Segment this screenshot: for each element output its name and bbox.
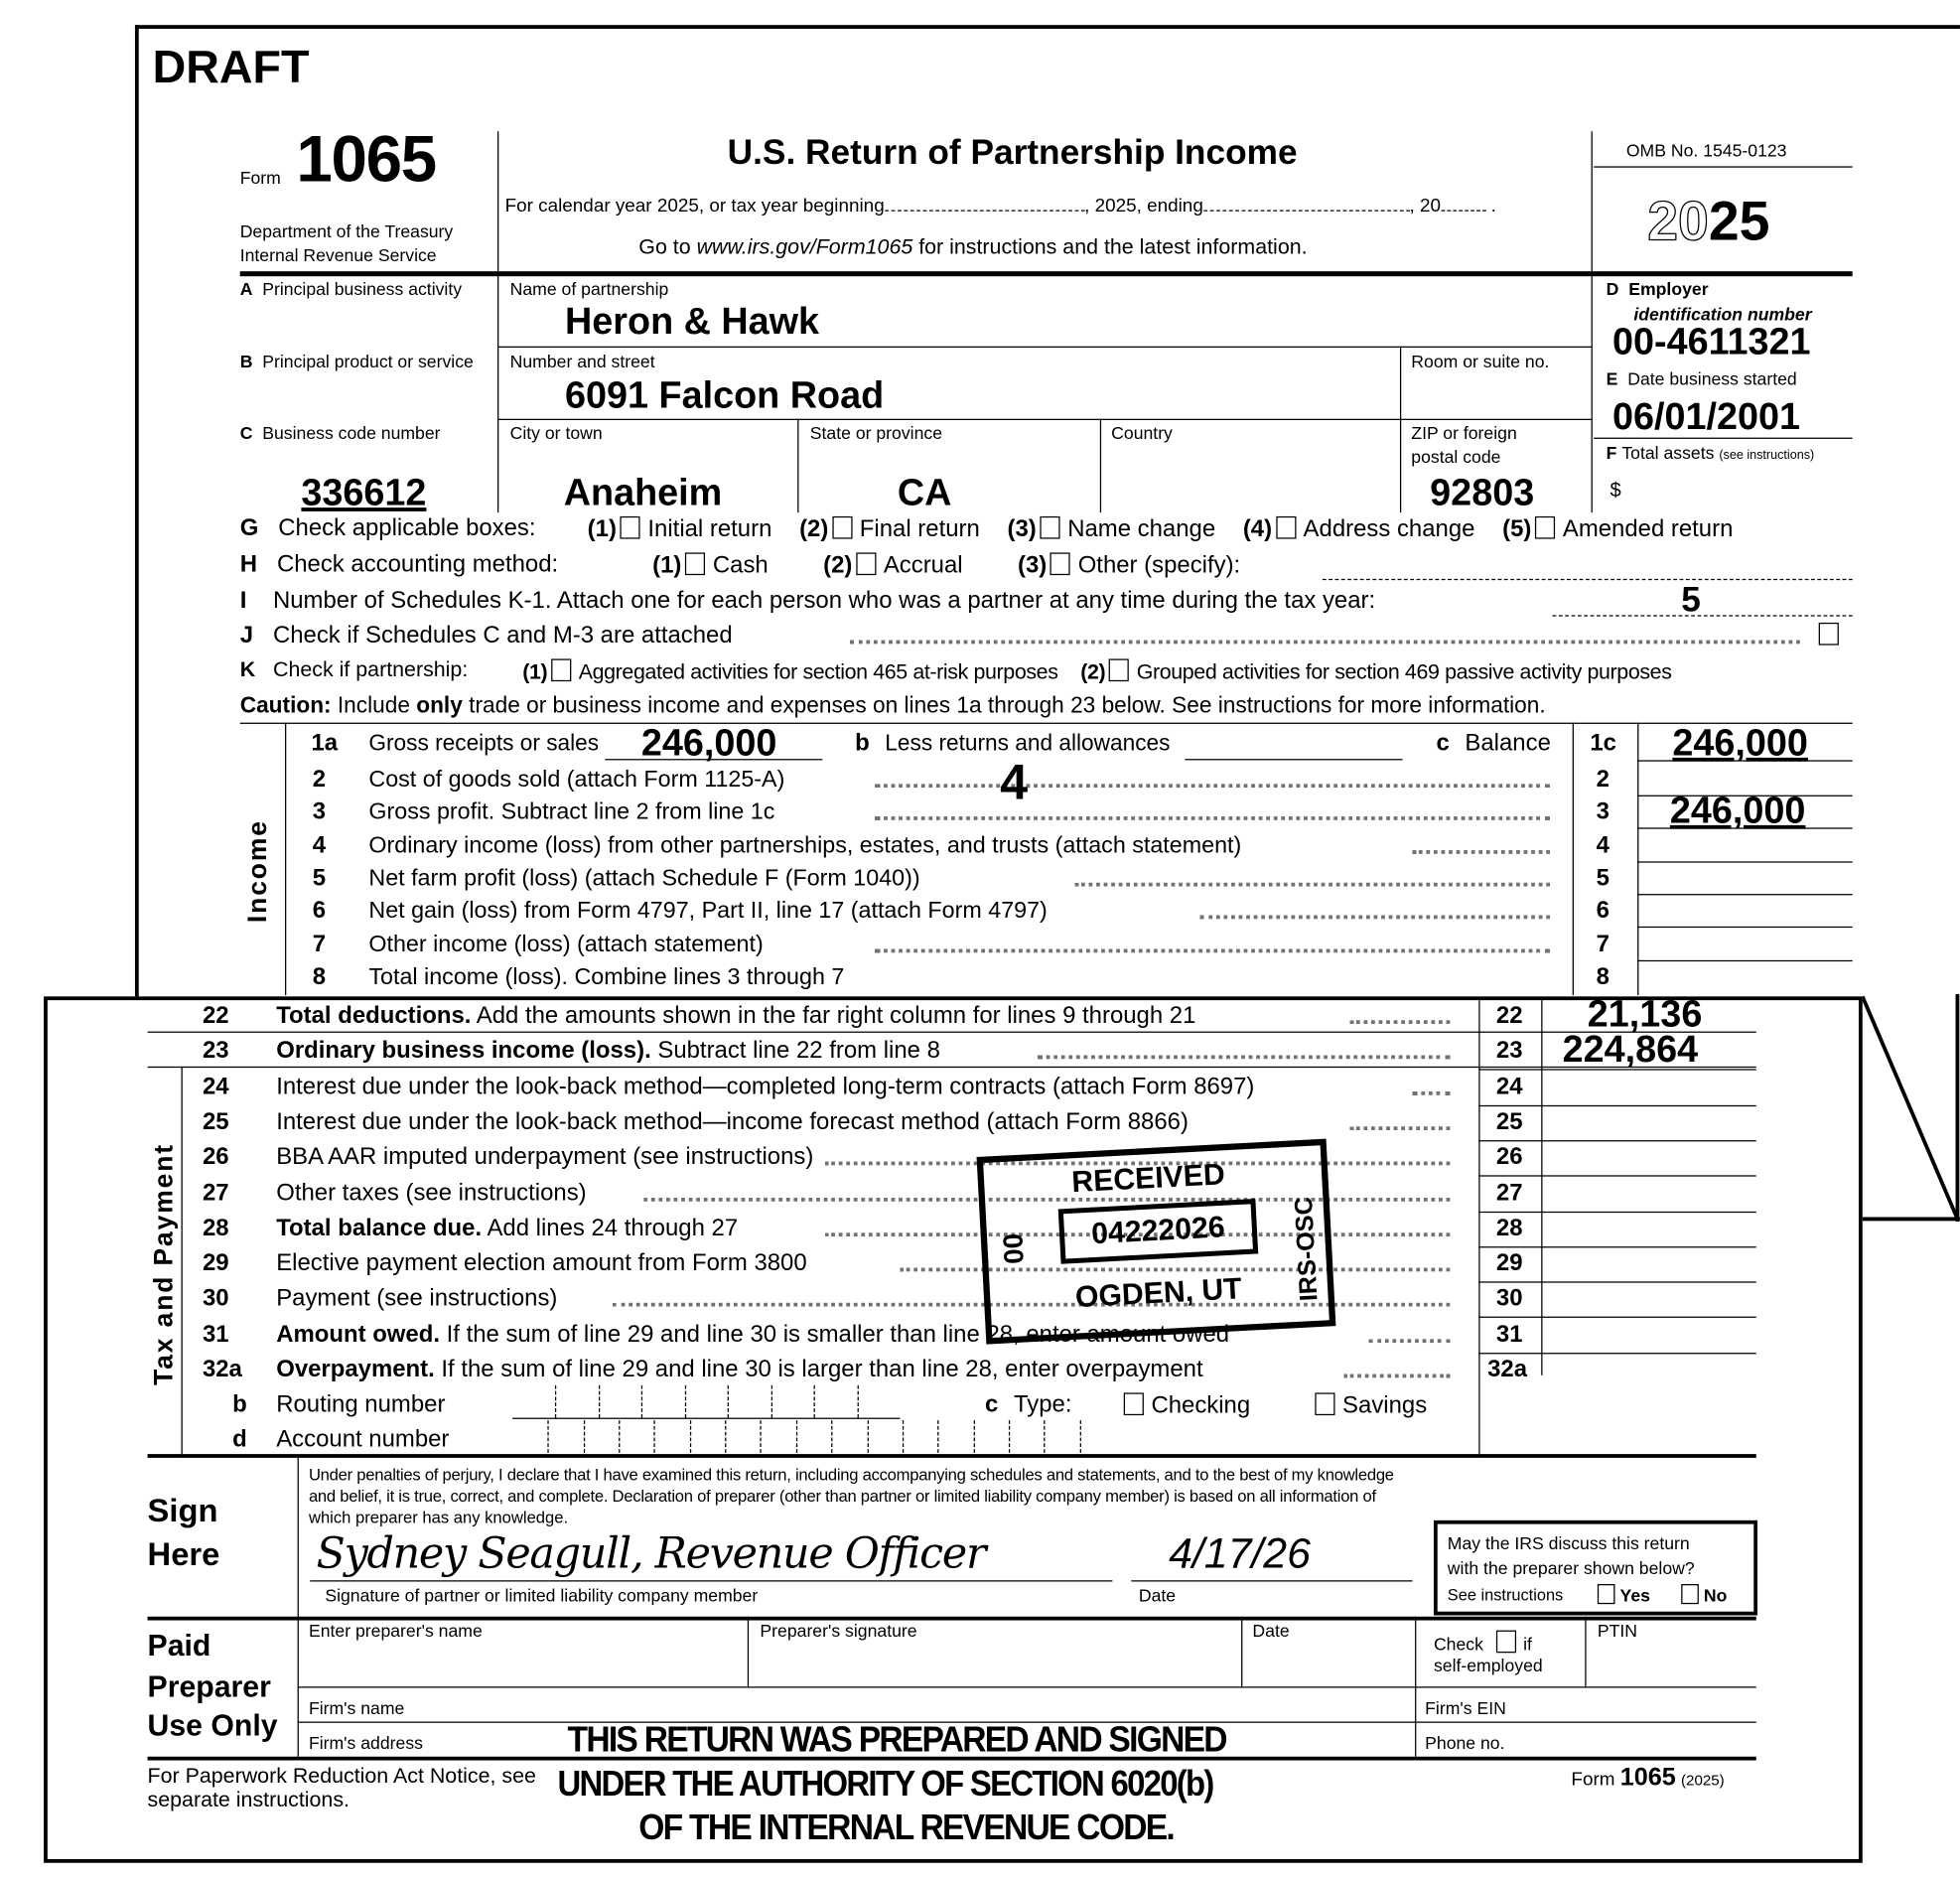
tax-line-number: 31 <box>202 1321 229 1348</box>
form-title: U.S. Return of Partnership Income <box>727 132 1298 172</box>
income-line-text: Total income (loss). Combine lines 3 through 7 <box>368 962 845 989</box>
tax-line-number: 25 <box>202 1108 229 1135</box>
option-number: (2) <box>823 552 853 579</box>
discuss-line-3: See instructions <box>1447 1585 1564 1605</box>
income-line-number: 5 <box>312 865 327 892</box>
digit-divider <box>619 1420 620 1453</box>
handwritten-mark: 4 <box>1000 755 1029 810</box>
checkbox[interactable] <box>1535 516 1555 539</box>
checkbox[interactable] <box>1109 658 1129 681</box>
tax-line-number: 29 <box>202 1250 229 1277</box>
preparer-date-label[interactable]: Date <box>1252 1620 1290 1641</box>
h-checkbox-group <box>652 552 1295 577</box>
preparer-title-3: Use Only <box>147 1708 278 1743</box>
tax-year-20-field[interactable] <box>1441 210 1485 211</box>
street-value[interactable]: 6091 Falcon Road <box>565 374 885 417</box>
stamp-received: RECEIVED <box>1070 1157 1226 1200</box>
tax-year-end-field[interactable] <box>1203 210 1410 211</box>
label-d: D Employer <box>1606 278 1709 299</box>
preparer-name-label[interactable]: Enter preparer's name <box>308 1620 483 1641</box>
digit-divider <box>641 1385 642 1418</box>
tax-line-number: 30 <box>202 1285 229 1313</box>
room-label: Room or suite no. <box>1411 351 1550 371</box>
digit-divider <box>685 1385 686 1418</box>
state-value[interactable]: CA <box>897 472 952 514</box>
tax-line-box: 22 <box>1495 1002 1523 1030</box>
preparer-signature-label[interactable]: Preparer's signature <box>760 1620 917 1641</box>
tax-line-bold: Overpayment. <box>276 1356 435 1383</box>
tax-line-box: 26 <box>1495 1144 1523 1171</box>
income-line-box: 2 <box>1596 766 1610 794</box>
line-1c-value[interactable]: 246,000 <box>1672 722 1808 765</box>
income-line-text: Ordinary income (loss) from other partnerships, estates, and trusts (attach statement) <box>368 830 1242 858</box>
firm-name-label[interactable]: Firm's name <box>308 1697 405 1718</box>
digit-divider <box>728 1385 729 1418</box>
checkbox-option[interactable] <box>823 552 962 577</box>
tax-year-begin-field[interactable] <box>885 210 1084 211</box>
tax-row-rule <box>1478 1317 1755 1318</box>
discuss-no[interactable]: No <box>1681 1584 1727 1604</box>
account-label: Account number <box>276 1426 450 1453</box>
perjury-3: which preparer has any knowledge. <box>308 1508 569 1527</box>
authority-line-3: OF THE INTERNAL REVENUE CODE. <box>638 1808 1175 1848</box>
tax-line-text <box>276 1040 940 1064</box>
zip-label-2: postal code <box>1411 446 1501 467</box>
perjury-2: and belief, it is true, correct, and complete. Declaration of preparer (other than partner or limited liability company member) is based on all information of <box>308 1486 1376 1506</box>
tax-row-rule <box>1478 1104 1755 1105</box>
type-label: Type: <box>1013 1391 1072 1418</box>
tax-payment-section-label: Tax and Payment <box>150 1143 180 1385</box>
j-checkbox[interactable] <box>1819 623 1839 646</box>
income-line-number: 8 <box>312 963 327 990</box>
routing-num: b <box>232 1391 247 1418</box>
preparer-title-1: Paid <box>147 1629 211 1663</box>
option-label: Amended return <box>1562 515 1734 543</box>
authority-line-1: THIS RETURN WAS PREPARED AND SIGNED <box>567 1720 1226 1761</box>
tax-line-number: 22 <box>202 1002 229 1030</box>
checkbox-option[interactable] <box>652 552 769 577</box>
income-line-text: Net farm profit (loss) (attach Schedule F (Form 1040)) <box>368 863 920 891</box>
digit-divider <box>654 1420 655 1453</box>
tax-line-number: 27 <box>202 1179 229 1207</box>
discuss-line-1: May the IRS discuss this return <box>1447 1532 1690 1553</box>
income-line-box: 6 <box>1596 898 1610 925</box>
label-e: E Date business started <box>1606 368 1797 389</box>
dept-line2: Internal Revenue Service <box>239 244 437 265</box>
street-label: Number and street <box>509 351 655 371</box>
income-line-number: 6 <box>312 898 327 925</box>
tax-line-bold: Amount owed. <box>276 1321 440 1348</box>
zip-value[interactable]: 92803 <box>1430 472 1535 514</box>
dot-leader <box>1350 1020 1451 1024</box>
date-started-value[interactable]: 06/01/2001 <box>1611 396 1801 438</box>
zip-label-1: ZIP or foreign <box>1411 422 1517 443</box>
g-checkbox-group <box>588 516 1760 541</box>
tax-row-rule <box>1478 1140 1755 1141</box>
tax-line-text <box>276 1181 586 1205</box>
income-row-rule <box>1637 927 1853 928</box>
option-number: (2) <box>799 515 829 543</box>
checkbox[interactable] <box>832 516 852 539</box>
preparer-title-2: Preparer <box>147 1669 271 1704</box>
tax-line-text <box>276 1145 813 1169</box>
tax-line-box: 27 <box>1495 1179 1523 1207</box>
ein-value[interactable]: 00-4611321 <box>1611 321 1811 363</box>
line-1c-box: 1c <box>1590 730 1616 757</box>
dot-leader <box>875 784 1550 788</box>
tax-line-bold: Ordinary business income (loss). <box>276 1038 651 1065</box>
income-line-box: 3 <box>1596 798 1610 826</box>
income-line-value[interactable]: 246,000 <box>1669 790 1806 832</box>
row-j: J Check if Schedules C and M-3 are attached <box>239 622 733 650</box>
tax-line-text <box>276 1075 1254 1098</box>
phone-label[interactable]: Phone no. <box>1425 1732 1505 1753</box>
tax-line-desc: Other taxes (see instructions) <box>276 1179 587 1207</box>
tax-line-text <box>276 1251 806 1275</box>
option-label: Accrual <box>883 552 963 579</box>
perjury-1: Under penalties of perjury, I declare that I have examined this return, including accompanying schedules and statements, and to the best of my knowledge <box>308 1465 1394 1485</box>
option-number: (3) <box>1007 515 1037 543</box>
option-label: Initial return <box>647 515 772 543</box>
checkbox-option[interactable] <box>1502 516 1733 541</box>
dot-leader <box>875 948 1550 952</box>
tax-line-box: 29 <box>1495 1250 1523 1277</box>
digit-divider <box>903 1420 904 1453</box>
name-label: Name of partnership <box>509 278 669 299</box>
checkbox-option[interactable] <box>588 516 772 541</box>
income-line-text: Other income (loss) (attach statement) <box>368 929 764 956</box>
label-f: F Total assets (see instructions) <box>1606 442 1815 463</box>
income-row-rule <box>1637 959 1853 960</box>
digit-divider <box>770 1385 771 1418</box>
tax-year-mid: , 2025, ending <box>1084 195 1203 217</box>
digit-divider <box>937 1420 938 1453</box>
tax-line-number: 23 <box>202 1038 229 1065</box>
page-fold-corner <box>1860 994 1960 1226</box>
income-line-number: 3 <box>312 798 327 826</box>
tax-line-value[interactable]: 224,864 <box>1562 1029 1699 1071</box>
checkbox[interactable] <box>1041 516 1060 539</box>
income-line-box: 4 <box>1596 831 1610 859</box>
line-1a-text: Gross receipts or sales <box>368 730 600 756</box>
option-number: (3) <box>1017 552 1048 579</box>
option-label: Other (specify): <box>1077 552 1241 579</box>
digit-divider <box>761 1420 762 1453</box>
year-bold: 25 <box>1708 191 1770 253</box>
total-assets-dollar[interactable]: $ <box>1610 480 1621 502</box>
tax-line-box: 32a <box>1487 1356 1528 1383</box>
tax-line-desc: Add the amounts shown in the far right column for lines 9 through 21 <box>471 1002 1196 1030</box>
signature-label: Signature of partner or limited liability company member <box>325 1585 759 1606</box>
stamp-right-code: IRS-OSC <box>1290 1196 1324 1302</box>
country-label: Country <box>1111 422 1173 443</box>
goto-url[interactable]: www.irs.gov/Form1065 <box>696 234 913 259</box>
tax-line-desc: Add lines 24 through 27 <box>482 1215 739 1241</box>
digit-divider <box>831 1420 832 1453</box>
tax-line-bold: Total deductions. <box>276 1002 472 1030</box>
partnership-name-value[interactable]: Heron & Hawk <box>565 301 820 343</box>
line-1c-text: Balance <box>1465 730 1551 757</box>
digit-divider <box>1009 1420 1010 1453</box>
row-k: K Check if partnership: <box>239 657 469 682</box>
tax-row-rule <box>1478 1281 1755 1282</box>
income-line-box: 5 <box>1596 865 1610 892</box>
row-h: H Check accounting method: <box>239 551 559 578</box>
income-row-rule <box>1637 861 1853 862</box>
line-1b-num: b <box>855 730 870 757</box>
option-label: Grouped activities for section 469 passive activity purposes <box>1136 659 1672 684</box>
tax-line-desc: Elective payment election amount from Form 3800 <box>276 1250 807 1277</box>
income-line-number: 4 <box>312 831 327 859</box>
tax-line-box: 31 <box>1495 1321 1523 1348</box>
tax-line-desc: If the sum of line 29 and line 30 is larger than line 28, enter overpayment <box>434 1356 1203 1383</box>
tax-row-rule <box>1478 1211 1755 1212</box>
digit-divider <box>690 1420 691 1453</box>
discuss-yes[interactable]: Yes <box>1598 1584 1650 1604</box>
firm-ein-label[interactable]: Firm's EIN <box>1425 1697 1506 1718</box>
checkbox[interactable] <box>621 516 640 539</box>
tax-line-bold: Total balance due. <box>276 1215 483 1241</box>
checking-option[interactable]: Checking <box>1120 1392 1250 1417</box>
tax-year-end: , 20 <box>1409 195 1442 217</box>
line-1a-value[interactable]: 246,000 <box>640 722 777 765</box>
tax-line-text <box>276 1358 1202 1381</box>
option-label: Address change <box>1303 515 1475 543</box>
form-word: Form <box>239 167 281 188</box>
line-1c-num: c <box>1436 730 1450 757</box>
goto-line <box>638 236 1307 257</box>
tax-line-box: 28 <box>1495 1215 1523 1241</box>
option-number: (4) <box>1242 515 1273 543</box>
stamp-date: 04222026 <box>1058 1199 1259 1264</box>
income-section-label: Income <box>243 819 273 924</box>
draft-label: DRAFT <box>152 41 310 93</box>
dot-leader <box>1350 1126 1451 1130</box>
tax-line-number: 32a <box>202 1356 242 1383</box>
tax-line-desc: Payment (see instructions) <box>276 1285 558 1313</box>
income-row-rule <box>1637 894 1853 895</box>
digit-divider <box>867 1420 868 1453</box>
dot-leader <box>1368 1339 1450 1343</box>
account-number-field[interactable] <box>512 1420 1115 1453</box>
self-employed-label: self-employed <box>1433 1655 1543 1675</box>
option-number: (1) <box>652 552 682 579</box>
checkbox[interactable] <box>1050 552 1070 575</box>
tax-year-line: For calendar year 2025, or tax year beginning , 2025, ending , 20 . <box>504 195 1496 217</box>
tax-line-number: 28 <box>202 1215 229 1241</box>
digit-divider <box>796 1420 797 1453</box>
tax-line-text <box>276 1217 738 1240</box>
checkbox[interactable] <box>551 658 571 681</box>
city-value[interactable]: Anaheim <box>563 472 723 514</box>
income-line-box: 7 <box>1596 931 1610 957</box>
tax-row-rule <box>148 1032 1756 1033</box>
dot-leader <box>1343 1374 1450 1378</box>
digit-divider <box>857 1385 858 1418</box>
tax-line-desc: BBA AAR imputed underpayment (see instructions) <box>276 1144 814 1171</box>
year-outline: 20 <box>1647 191 1709 253</box>
dot-leader <box>1200 916 1550 920</box>
footer-form-id: Form 1065 (2025) <box>1571 1764 1725 1793</box>
paperwork-notice: For Paperwork Reduction Act Notice, see separate instructions. <box>147 1764 536 1811</box>
digit-divider <box>973 1420 974 1453</box>
income-line-box: 8 <box>1596 963 1610 990</box>
tax-row-rule <box>1478 1353 1755 1354</box>
checkbox[interactable] <box>856 552 876 575</box>
income-line-text: Cost of goods sold (attach Form 1125-A) <box>368 765 785 792</box>
sign-title-1: Sign <box>147 1491 218 1529</box>
digit-divider <box>725 1420 726 1453</box>
business-code-value[interactable]: 336612 <box>301 472 427 514</box>
authority-line-2: UNDER THE AUTHORITY OF SECTION 6020(b) <box>557 1764 1213 1805</box>
tax-year <box>1647 191 1770 253</box>
stamp-city: OGDEN, UT <box>1074 1271 1243 1315</box>
income-line-number: 7 <box>312 931 327 957</box>
row-g: G Check applicable boxes: <box>239 514 536 542</box>
digit-divider <box>584 1420 585 1453</box>
row-i: I Number of Schedules K-1. Attach one for each person who was a partner at any time during the tax year: <box>239 587 1376 615</box>
tax-line-number: 24 <box>202 1073 229 1100</box>
income-line-text: Net gain (loss) from Form 4797, Part II, line 17 (attach Form 4797) <box>368 896 1048 924</box>
tax-line-box: 30 <box>1495 1285 1523 1313</box>
label-c: C Business code number <box>239 422 441 443</box>
checkbox-option[interactable] <box>1080 658 1671 682</box>
tax-line-box: 25 <box>1495 1108 1523 1135</box>
tax-line-text <box>276 1287 557 1311</box>
caution-line: Caution: Include only trade or business income and expenses on lines 1a through 23 below. See instructions for more information. <box>239 692 1546 718</box>
account-num: d <box>232 1426 247 1453</box>
firm-address-label[interactable]: Firm's address <box>308 1732 423 1753</box>
self-employed-check[interactable]: Check if <box>1434 1631 1532 1654</box>
option-label: Final return <box>859 515 980 543</box>
checkbox-option[interactable] <box>1007 516 1215 541</box>
tax-line-box: 23 <box>1495 1038 1523 1065</box>
goto-prefix: Go to <box>638 234 697 259</box>
routing-label: Routing number <box>276 1391 446 1418</box>
dot-leader <box>875 816 1550 820</box>
option-label: Name change <box>1067 515 1216 543</box>
tax-line-desc: Interest due under the look-back method—income forecast method (attach Form 8866) <box>276 1108 1189 1135</box>
option-number: (1) <box>587 515 617 543</box>
tax-row-rule <box>1478 1176 1755 1177</box>
option-number: (2) <box>1080 659 1106 684</box>
dot-leader <box>1075 883 1550 887</box>
income-line-number: 2 <box>312 766 327 794</box>
dot-leader <box>1413 850 1550 854</box>
tax-line-desc: Subtract line 22 from line 8 <box>650 1038 940 1065</box>
digit-divider <box>548 1420 549 1453</box>
line-1b-text: Less returns and allowances <box>885 730 1171 756</box>
savings-option[interactable]: Savings <box>1312 1392 1428 1417</box>
option-number: (5) <box>1502 515 1532 543</box>
discuss-line-2: with the preparer shown below? <box>1447 1557 1695 1578</box>
checkbox-option[interactable] <box>1018 552 1240 577</box>
city-label: City or town <box>509 422 603 443</box>
option-label: Cash <box>712 552 769 579</box>
tax-row-rule <box>1478 1246 1755 1247</box>
sign-date[interactable]: 4/17/26 <box>1169 1529 1311 1578</box>
k1-count-value[interactable]: 5 <box>1681 580 1701 620</box>
line-1b-field[interactable] <box>1185 759 1402 760</box>
digit-divider <box>599 1385 600 1418</box>
tax-line-text <box>276 1004 1195 1028</box>
omb-number: OMB No. 1545-0123 <box>1625 139 1787 161</box>
irs-discuss-box <box>1434 1520 1757 1616</box>
checkbox[interactable] <box>1276 516 1296 539</box>
option-label: Aggregated activities for section 465 at-risk purposes <box>578 659 1058 684</box>
label-d-2: identification number <box>1633 303 1812 325</box>
tax-line-number: 26 <box>202 1144 229 1171</box>
digit-divider <box>556 1385 557 1418</box>
income-row-rule <box>1637 828 1853 829</box>
checkbox-option[interactable] <box>1243 516 1475 541</box>
received-stamp <box>977 1139 1336 1345</box>
type-num: c <box>985 1391 999 1418</box>
ptin-label[interactable]: PTIN <box>1597 1620 1638 1641</box>
k-checkbox-group <box>522 658 1694 682</box>
state-label: State or province <box>809 422 943 443</box>
checkbox-option[interactable] <box>522 658 1057 682</box>
income-line-text: Gross profit. Subtract line 2 from line 1c <box>368 797 775 824</box>
digit-divider <box>1045 1420 1046 1453</box>
label-a: A Principal business activity <box>239 278 463 299</box>
tax-line-box: 24 <box>1495 1073 1523 1100</box>
tax-line-desc: Interest due under the look-back method—completed long-term contracts (attach Form 8697) <box>276 1073 1255 1100</box>
stamp-left-code: 00 <box>996 1232 1031 1265</box>
form-number: 1065 <box>296 123 436 197</box>
dot-leader <box>1413 1091 1451 1095</box>
label-b: B Principal product or service <box>239 351 474 371</box>
signature[interactable]: Sydney Seagull, Revenue Officer <box>316 1528 986 1579</box>
tax-line-desc: If the sum of line 29 and line 30 is smaller than line 28, enter amount owed <box>439 1321 1230 1348</box>
tax-row-rule <box>1478 1070 1755 1071</box>
digit-divider <box>814 1385 815 1418</box>
checkbox[interactable] <box>685 552 705 575</box>
sign-date-label: Date <box>1138 1585 1177 1606</box>
goto-suffix: for instructions and the latest information. <box>912 234 1308 259</box>
line-1a-num: 1a <box>311 730 339 757</box>
tax-line-value[interactable]: 21,136 <box>1587 993 1703 1036</box>
tax-line-text <box>276 1110 1189 1134</box>
dept-line1: Department of the Treasury <box>239 220 454 241</box>
checkbox-option[interactable] <box>799 516 980 541</box>
routing-number-field[interactable] <box>512 1385 900 1419</box>
digit-divider <box>1079 1420 1080 1453</box>
dot-leader <box>1038 1056 1450 1060</box>
other-method-field[interactable] <box>1323 579 1853 580</box>
option-number: (1) <box>522 659 548 684</box>
tax-year-text: For calendar year 2025, or tax year beginning <box>504 195 885 217</box>
sign-title-2: Here <box>147 1534 220 1573</box>
